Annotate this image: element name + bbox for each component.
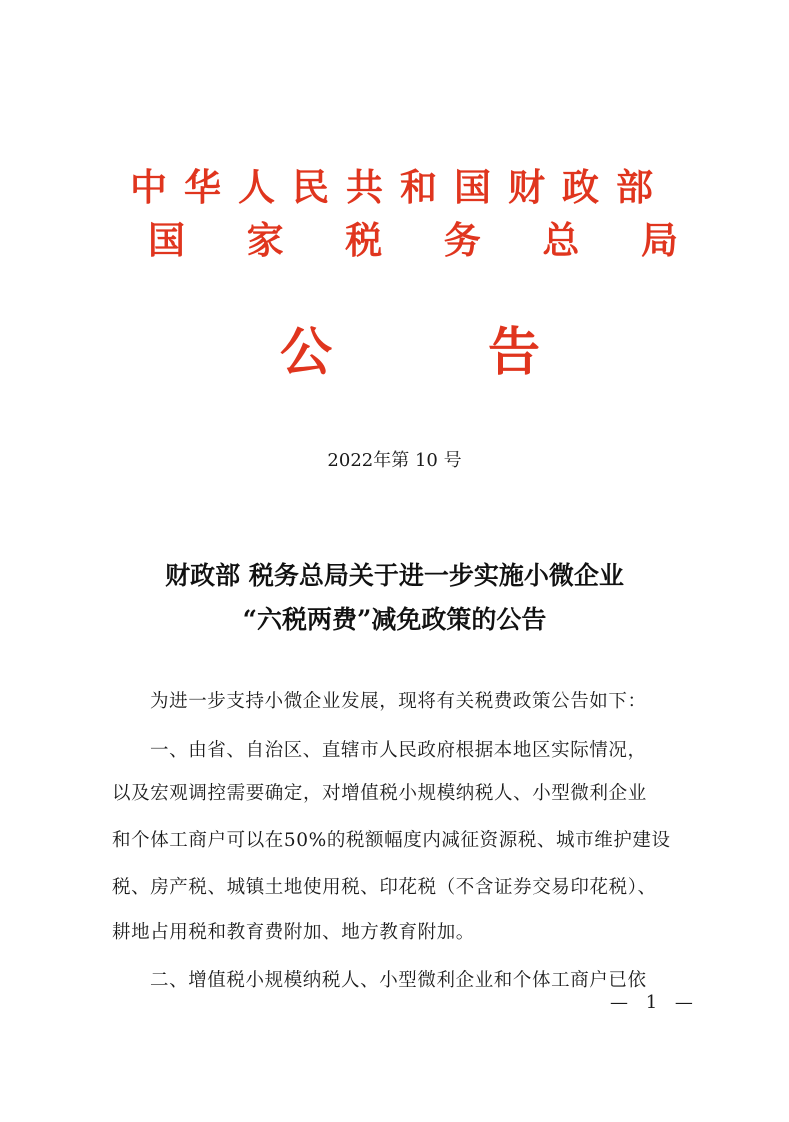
body-paragraph-line: 税、房产税、城镇土地使用税、印花税（不含证券交易印花税）、	[112, 877, 657, 898]
issuer-char: 务	[443, 218, 481, 262]
notice-char: 公	[280, 322, 333, 383]
body-paragraph-line: 以及宏观调控需要确定，对增值税小规模纳税人、小型微利企业	[112, 783, 647, 804]
issuer-ministry-of-finance: 中华人民共和国财政部	[130, 165, 670, 209]
issuer-state-taxation-administration	[148, 218, 678, 262]
issuer-char: 家	[246, 218, 284, 262]
document-title-line-1: 财政部 税务总局关于进一步实施小微企业	[165, 561, 624, 590]
page-number: — 1 —	[610, 992, 699, 1013]
body-paragraph-line: 一、由省、自治区、直辖市人民政府根据本地区实际情况，	[150, 740, 647, 761]
issuer-char: 局	[640, 218, 678, 262]
body-paragraph-line: 和个体工商户可以在50%的税额幅度内减征资源税、城市维护建设	[112, 830, 671, 851]
body-paragraph-line: 二、增值税小规模纳税人、小型微利企业和个体工商户已依	[150, 970, 647, 991]
notice-heading	[280, 322, 540, 383]
issuer-char: 国	[148, 218, 185, 262]
issuer-char: 总	[542, 218, 580, 262]
document-title-line-2: “六税两费”减免政策的公告	[242, 605, 547, 634]
notice-char: 告	[487, 322, 540, 383]
body-paragraph-intro: 为进一步支持小微企业发展，现将有关税费政策公告如下：	[150, 691, 647, 712]
document-number: 2022年第 10 号	[327, 450, 462, 471]
issuer-char: 税	[345, 218, 383, 262]
body-paragraph-line: 耕地占用税和教育费附加、地方教育附加。	[112, 922, 475, 943]
